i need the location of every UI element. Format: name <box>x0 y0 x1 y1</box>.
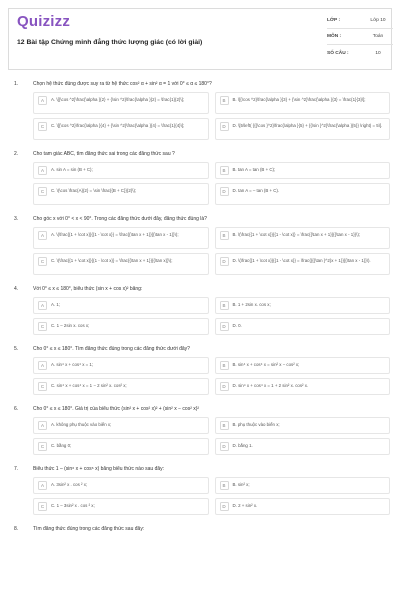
answer-option-c[interactable] <box>33 498 209 515</box>
question-item <box>0 463 400 515</box>
answer-option-b[interactable] <box>215 417 391 434</box>
answer-options <box>33 477 390 515</box>
answer-option-a[interactable] <box>33 162 209 179</box>
option-text: A. 3sin² x . cos ² x; <box>51 482 88 487</box>
option-text: D. \[5\left( {{{\cos }^2}\frac{\alpha }{5} + {{\sin }^2}\frac{\alpha }{5}} \right) = 5\]. <box>232 123 383 128</box>
answer-option-c[interactable] <box>33 253 209 275</box>
option-letter-badge: C <box>38 382 47 391</box>
option-letter-badge: C <box>38 187 47 196</box>
option-letter-badge: A <box>38 361 47 370</box>
answer-option-c[interactable] <box>33 318 209 335</box>
option-text: D. bằng 1. <box>232 443 253 448</box>
option-text: A. 1; <box>51 302 61 307</box>
question-header <box>0 343 400 354</box>
worksheet-title: 12 Bài tập Chứng minh đẳng thức lượng giác (có lời giải) <box>17 39 203 46</box>
answer-option-b[interactable] <box>215 297 391 314</box>
option-text: C. \(\frac{{1 + \cot x}}{{1 - \cot x}} = \frac{{\tan x + 1}}{{\tan x}}\); <box>51 258 173 263</box>
option-letter-badge: B <box>220 231 229 240</box>
option-letter-badge: C <box>38 442 47 451</box>
question-header <box>0 78 400 89</box>
question-number: 1. <box>14 80 19 87</box>
option-text: A. sin⁴ x + cos⁴ x = 1; <box>51 362 94 367</box>
question-item <box>0 343 400 395</box>
option-letter-badge: C <box>38 257 47 266</box>
option-text: A. không phụ thuộc vào biến x; <box>51 422 112 427</box>
option-letter-badge: D <box>220 257 229 266</box>
option-letter-badge: C <box>38 322 47 331</box>
option-letter-badge: C <box>38 502 47 511</box>
question-number: 4. <box>14 285 19 292</box>
option-letter-badge: B <box>220 361 229 370</box>
question-item <box>0 148 400 205</box>
option-letter-badge: A <box>38 421 47 430</box>
question-text: Biểu thức 1 – (sin⁶ x + cos⁶ x) bằng biểu thức nào sau đây: <box>33 465 165 472</box>
option-letter-badge: A <box>38 231 47 240</box>
option-text: B. sin⁴ x + cos⁴ x = sin² x − cos² x; <box>232 362 300 367</box>
answer-option-c[interactable] <box>33 183 209 205</box>
question-text: Với 0° ≤ x ≤ 180°, biểu thức (sin x + cos x)² bằng: <box>33 285 143 292</box>
answer-option-a[interactable] <box>33 227 209 249</box>
question-header <box>0 463 400 474</box>
worksheet-meta <box>327 13 393 61</box>
question-header <box>0 148 400 159</box>
option-text: D. 2 + sin² x. <box>232 503 258 508</box>
question-number: 5. <box>14 345 19 352</box>
answer-option-b[interactable] <box>215 162 391 179</box>
option-letter-badge: B <box>220 166 229 175</box>
option-text: B. \(\frac{{1 + \cot x}}{{1 - \cot x}} = \frac{{\tan x + 1}}{{\tan x - 1}}\); <box>232 232 361 237</box>
answer-options <box>33 417 390 455</box>
option-letter-badge: D <box>220 442 229 451</box>
meta-value: Lớp 10 <box>370 18 386 23</box>
question-list <box>0 78 400 542</box>
question-text: Tìm đẳng thức đúng trong các đẳng thức sau đây: <box>33 525 145 532</box>
option-letter-badge: B <box>220 301 229 310</box>
answer-option-c[interactable] <box>33 118 209 140</box>
worksheet-header <box>8 8 392 70</box>
question-item <box>0 283 400 335</box>
answer-option-a[interactable] <box>33 417 209 434</box>
option-text: C. 1 – 3sin² x . cos ² x; <box>51 503 95 508</box>
question-number: 6. <box>14 405 19 412</box>
option-text: B. tan A = tan (B + C); <box>232 167 276 172</box>
question-header <box>0 523 400 534</box>
option-text: A. \[{\cos ^2}\frac{\alpha }{2} + {\sin ^2}\frac{\alpha }{2} = \frac{1}{2}\]; <box>51 97 185 102</box>
question-item <box>0 523 400 534</box>
question-text: Cho 0° ≤ x ≤ 180°. Giá trị của biểu thức (sin² x + cos² x)² + (sin² x − cos² x)² <box>33 405 200 412</box>
option-text: A. sin A = sin (B + C); <box>51 167 93 172</box>
option-text: D. sin⁴ x + cos⁴ x = 1 + 2 sin² x. cos² x. <box>232 383 309 388</box>
option-letter-badge: B <box>220 481 229 490</box>
option-letter-badge: D <box>220 382 229 391</box>
answer-options <box>33 297 390 335</box>
meta-label: MÔN : <box>327 34 342 39</box>
question-number: 8. <box>14 525 19 532</box>
question-text: Cho góc x với 0° < x < 90°. Trong các đẳng thức dưới đây, đẳng thức đúng là? <box>33 215 207 222</box>
option-letter-badge: D <box>220 322 229 331</box>
option-text: B. phụ thuộc vào biến x; <box>232 422 280 427</box>
answer-option-b[interactable] <box>215 92 391 114</box>
option-text: D. \(\frac{{1 + \cot x}}{{1 - \cot x}} = \frac{{{{\tan }^2}x + 1}}{{\tan x - 1}}\). <box>232 258 371 263</box>
question-text: Cho 0° ≤ x ≤ 180°. Tìm đẳng thức đúng trong các đẳng thức dưới đây? <box>33 345 190 352</box>
question-item <box>0 78 400 140</box>
question-header <box>0 213 400 224</box>
option-text: B. 1 + 2sin x. cos x; <box>232 302 271 307</box>
answer-options <box>33 227 390 275</box>
answer-option-d[interactable] <box>215 498 391 515</box>
meta-row-count <box>327 45 393 61</box>
meta-value: Toán <box>372 34 384 39</box>
answer-option-b[interactable] <box>215 477 391 494</box>
answer-options <box>33 162 390 205</box>
answer-option-c[interactable] <box>33 378 209 395</box>
question-number: 3. <box>14 215 19 222</box>
answer-option-b[interactable] <box>215 357 391 374</box>
option-letter-badge: D <box>220 502 229 511</box>
option-letter-badge: C <box>38 122 47 131</box>
option-text: C. \[{\cos ^2}\frac{\alpha }{4} + {\sin ^2}\frac{\alpha }{4} = \frac{1}{4}\]; <box>51 123 185 128</box>
option-letter-badge: A <box>38 301 47 310</box>
question-item <box>0 213 400 275</box>
option-letter-badge: A <box>38 166 47 175</box>
answer-option-a[interactable] <box>33 357 209 374</box>
answer-option-d[interactable] <box>215 438 391 455</box>
option-letter-badge: A <box>38 481 47 490</box>
option-letter-badge: A <box>38 96 47 105</box>
option-text: C. \(\cos \frac{A}{2} = \sin \frac{{B + C}}{2}\); <box>51 188 137 193</box>
answer-options <box>33 357 390 395</box>
option-text: D. tan A = – tan (B + C). <box>232 188 280 193</box>
answer-option-d[interactable] <box>215 378 391 395</box>
option-text: B. \[{\cos ^2}\frac{\alpha }{3} + {\sin ^2}\frac{\alpha }{3} = \frac{1}{3}\]; <box>232 97 366 102</box>
option-letter-badge: D <box>220 187 229 196</box>
answer-option-a[interactable] <box>33 297 209 314</box>
answer-option-d[interactable] <box>215 183 391 205</box>
answer-option-b[interactable] <box>215 227 391 249</box>
option-text: C. bằng 0; <box>51 443 72 448</box>
option-text: B. sin² x; <box>232 482 250 487</box>
option-letter-badge: D <box>220 122 229 131</box>
question-header <box>0 403 400 414</box>
answer-options <box>33 92 390 140</box>
option-text: C. sin⁴ x + cos⁴ x = 1 − 2 sin² x. cos² x; <box>51 383 127 388</box>
answer-option-d[interactable] <box>215 318 391 335</box>
option-text: C. 1 – 2sin x. cos x; <box>51 323 90 328</box>
meta-row-class <box>327 13 393 29</box>
option-text: A. \(\frac{{1 + \cot x}}{{1 - \cot x}} = \frac{{\tan x + 1}}{{\tan x - 1}}\); <box>51 232 179 237</box>
question-text: Cho tam giác ABC, tìm đẳng thức sai trong các đẳng thức sau ? <box>33 150 175 157</box>
question-number: 7. <box>14 465 19 472</box>
option-text: D. 0. <box>232 323 242 328</box>
question-number: 2. <box>14 150 19 157</box>
option-letter-badge: B <box>220 96 229 105</box>
question-text: Chọn hệ thức đúng được suy ra từ hệ thức cos² α + sin² α = 1 với 0° ≤ α ≤ 180°? <box>33 80 212 87</box>
answer-option-d[interactable] <box>215 253 391 275</box>
meta-label: SỐ CÂU : <box>327 50 349 56</box>
question-item <box>0 403 400 455</box>
meta-row-subject <box>327 29 393 45</box>
answer-option-d[interactable] <box>215 118 391 140</box>
answer-option-a[interactable] <box>33 92 209 114</box>
meta-label: LỚP : <box>327 18 341 23</box>
answer-option-c[interactable] <box>33 438 209 455</box>
option-letter-badge: B <box>220 421 229 430</box>
meta-value: 10 <box>375 50 381 56</box>
question-header <box>0 283 400 294</box>
answer-option-a[interactable] <box>33 477 209 494</box>
quizizz-logo: Quizizz <box>17 13 71 30</box>
